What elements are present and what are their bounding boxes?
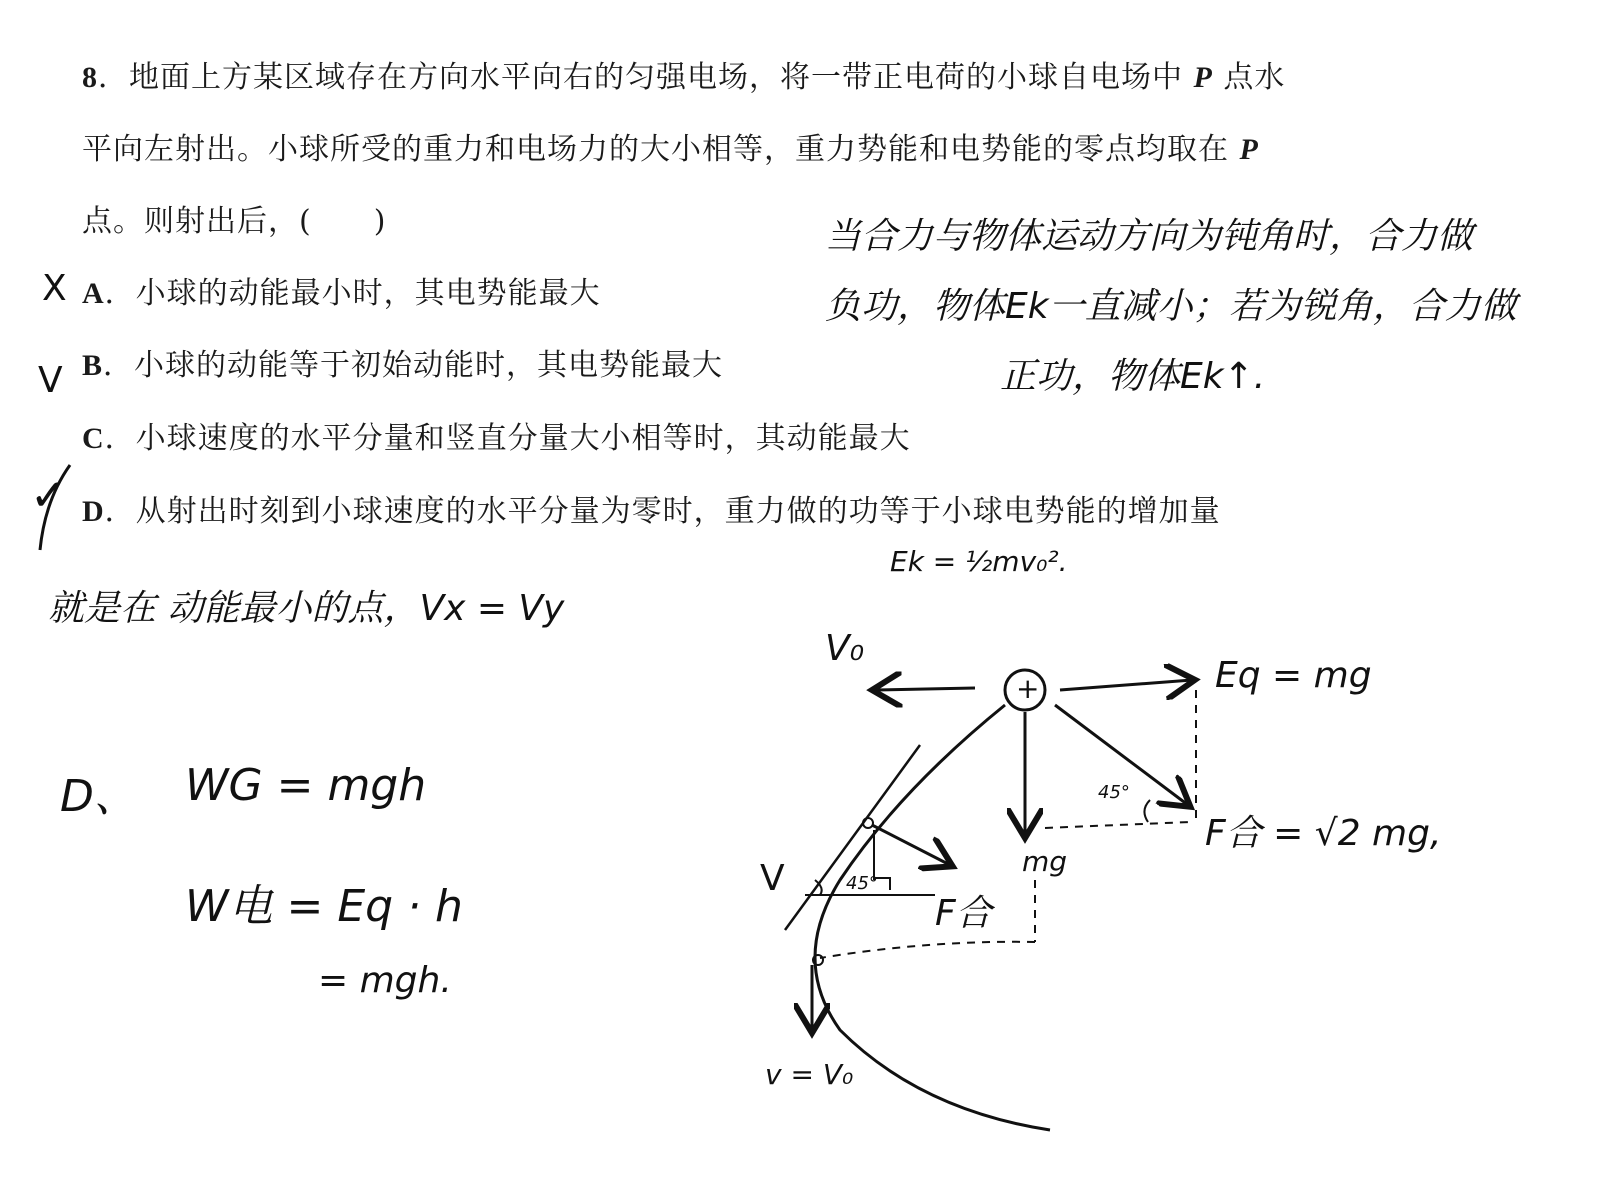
check-mark-d: [40, 465, 70, 550]
note-d-line-1: WG = mgh: [185, 760, 427, 811]
note-rule-line-3: 正功，物体Ek↑.: [1000, 356, 1266, 397]
question-text-1a: ．地面上方某区域存在方向水平向右的匀强电场，将一带正电荷的小球自电场中: [98, 60, 1194, 95]
label-f-left: F合: [935, 893, 992, 934]
option-b-letter: B: [82, 349, 104, 382]
note-d-label: D、: [60, 771, 138, 822]
dashed-horizontal: [1045, 822, 1190, 828]
question-text-2: 平向左射出。小球所受的重力和电场力的大小相等，重力势能和电势能的零点均取在: [82, 132, 1240, 167]
label-v0: V₀: [825, 628, 865, 669]
mark-d-check: ✓: [30, 470, 67, 521]
label-v: V: [760, 858, 785, 899]
v0-arrow: [875, 688, 975, 690]
tangent-line: [785, 745, 920, 930]
note-option-c: 就是在 动能最小的点，Vx = Vy: [48, 588, 565, 629]
question-number: 8: [82, 61, 98, 94]
label-angle-left: 45°: [846, 873, 878, 894]
point-p-2: P: [1239, 133, 1259, 166]
label-v-bottom: v = V₀: [765, 1058, 854, 1091]
label-mg: mg: [1022, 845, 1068, 878]
note-d-line-2: W电 = Eq · h: [185, 881, 463, 932]
option-d-text: ．从射出时刻到小球速度的水平分量为零时，重力做的功等于小球电势能的增加量: [104, 494, 1221, 529]
option-c-text: ．小球速度的水平分量和竖直分量大小相等时，其动能最大: [104, 421, 911, 456]
note-ek-formula: Ek = ½mv₀².: [890, 545, 1068, 578]
mark-b-tick: V: [38, 360, 63, 401]
label-charge: +: [1016, 672, 1040, 705]
mark-a-cross: X: [42, 268, 67, 309]
point-p-1: P: [1193, 61, 1213, 94]
option-b-text: ．小球的动能等于初始动能时，其电势能最大: [103, 348, 724, 383]
label-angle-top: 45°: [1098, 782, 1130, 803]
dashed-bottom: [820, 942, 1035, 958]
note-rule-line-2: 负功，物体Ek一直减小；若为锐角，合力做: [825, 286, 1517, 327]
option-d-letter: D: [82, 495, 105, 528]
note-d-line-3: = mgh.: [318, 960, 452, 1001]
question-text-1b: 点水: [1212, 60, 1286, 95]
option-c-letter: C: [82, 422, 105, 455]
question-text-3: 点。则射出后，( ): [82, 204, 387, 239]
option-a-text: ．小球的动能最小时，其电势能最大: [104, 276, 601, 311]
eq-arrow: [1060, 680, 1192, 690]
angle-arc-top: [1144, 800, 1150, 822]
note-rule-line-1: 当合力与物体运动方向为钝角时，合力做: [825, 216, 1474, 257]
point-force-arrow: [872, 825, 950, 865]
label-eq: Eq = mg: [1215, 655, 1372, 696]
label-fhe: F合 = √2 mg,: [1205, 813, 1442, 854]
option-a-letter: A: [82, 277, 105, 310]
